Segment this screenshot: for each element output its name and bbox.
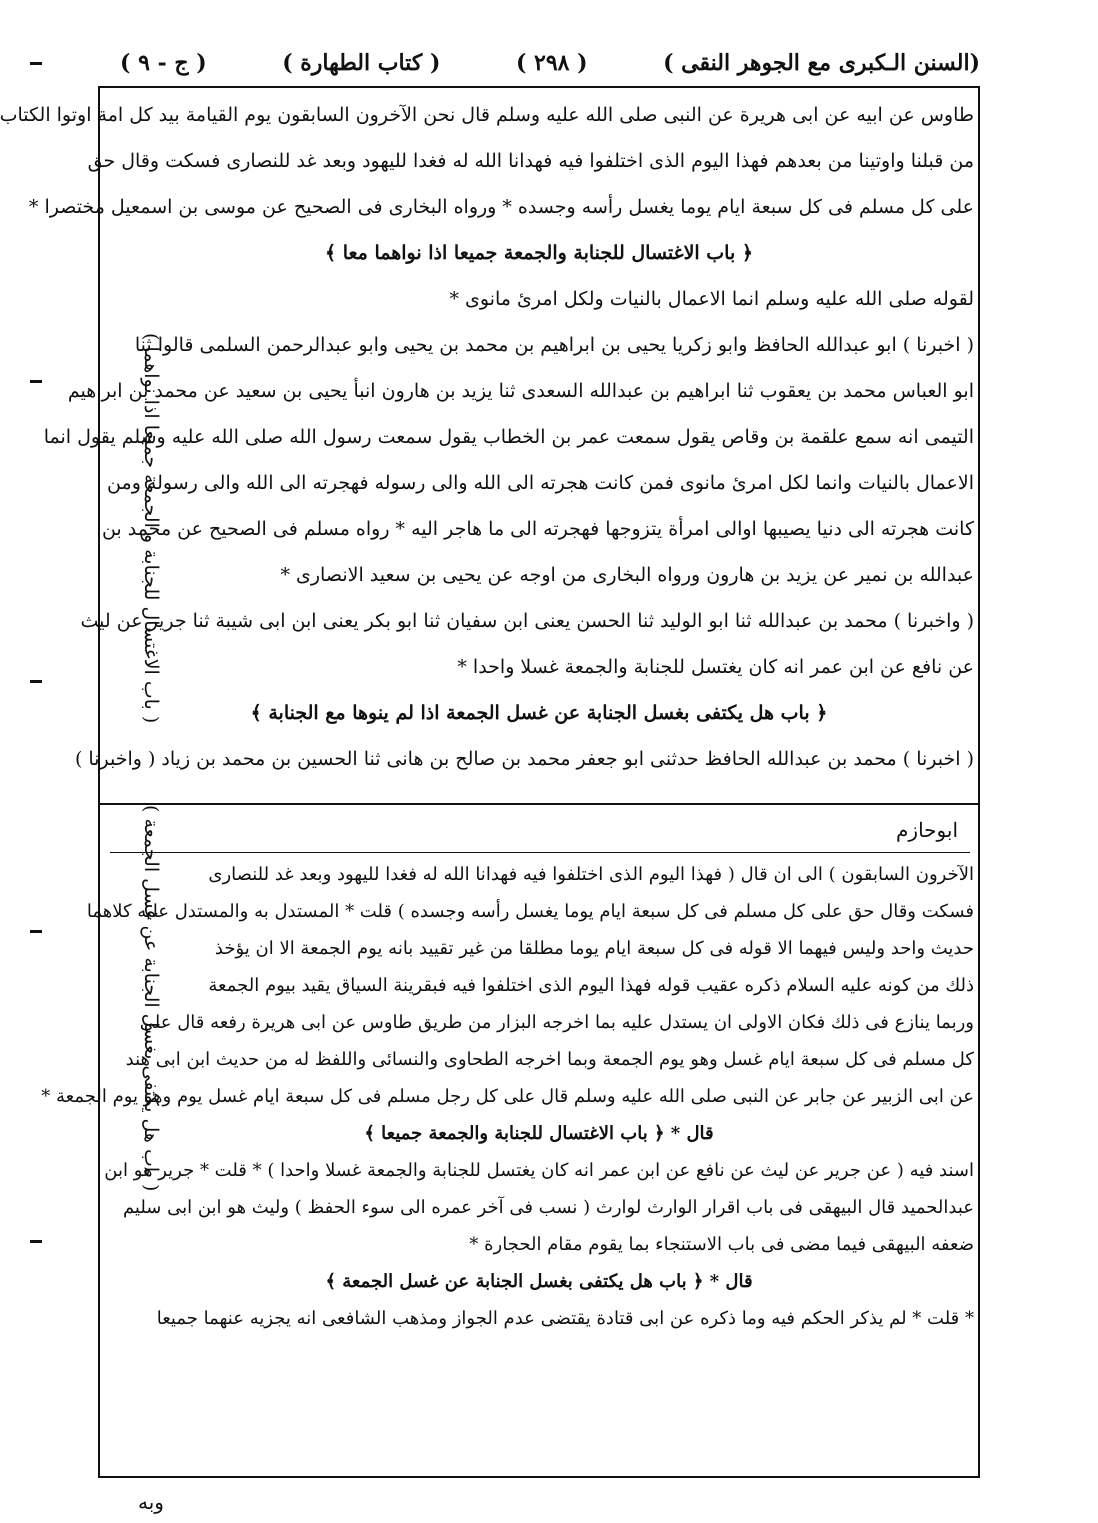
text-line: ( واخبرنا ) محمد بن عبدالله ثنا ابو الوليد ثنا الحسن يعنى ابن سفيان ثنا ابو بكر يعنى ابن ابى شيبة ثنا جرير عن ليث xyxy=(80,610,974,632)
section-divider xyxy=(98,803,980,805)
text-line: عبدالله بن نمير عن يزيد بن هارون ورواه البخارى من اوجه عن يحيى بن سعيد الانصارى * xyxy=(280,564,974,586)
commentary-line: كل مسلم فى كل سبعة ايام غسل وهو يوم الجمعة وبما اخرجه الطحاوى والنسائى واللفظ له من حديث ابن ابى هند xyxy=(125,1049,974,1070)
chapter-heading: ﴿ باب هل يكتفى بغسل الجنابة عن غسل الجمعة اذا لم ينوها مع الجنابة ﴾ xyxy=(250,702,828,724)
page-header xyxy=(120,38,980,88)
text-line: على كل مسلم فى كل سبعة ايام يوما يغسل رأسه وجسده * ورواه البخارى فى الصحيح عن موسى بن اسمعيل مختصرا * xyxy=(28,196,974,218)
commentary-line: اسند فيه ( عن جرير عن ليث عن نافع عن ابن عمر انه كان يغتسل للجنابة والجمعة غسلا واحدا ) * قلت * جرير هو ابن xyxy=(104,1160,974,1181)
commentary-heading: قال * ﴿ باب الاغتسال للجنابة والجمعة جميعا ﴾ xyxy=(364,1123,714,1144)
chapter-title: ( كتاب الطهارة ) xyxy=(282,50,441,76)
commentary-heading: قال * ﴿ باب هل يكتفى بغسل الجنابة عن غسل الجمعة ﴾ xyxy=(325,1271,753,1292)
text-line: ابو العباس محمد بن يعقوب ثنا ابراهيم بن عبدالله السعدى ثنا يزيد بن هارون انبأ يحيى بن سعيد عن محمد بن ابراهيم xyxy=(67,380,974,402)
commentary-line: ذلك من كونه عليه السلام ذكره عقيب قوله فهذا اليوم الذى اختلفوا فيه فبقرينة السياق يقيد بيوم الجمعة xyxy=(208,975,974,996)
margin-note-2: ( باب هل يكتفى بغسل الجنابة عن غسل الجمعة ) xyxy=(140,804,162,1192)
commentary-line: عبدالحميد قال البيهقى فى باب اقرار الوارث لوارث ( نسب فى آخر عمره الى سوء الحفظ ) وليث هو ابن ابى سليم xyxy=(122,1197,974,1218)
commentary-line: عن ابى الزبير عن جابر عن النبى صلى الله عليه وسلم قال على كل رجل مسلم فى كل سبعة ايام غسل يوم وهو يوم الجمعة * xyxy=(41,1086,974,1107)
footnote-label: ابوحازم xyxy=(896,818,958,842)
chapter-heading: ﴿ باب الاغتسال للجنابة والجمعة جميعا اذا نواهما معا ﴾ xyxy=(324,242,754,264)
text-line: ( اخبرنا ) ابو عبدالله الحافظ وابو زكريا يحيى بن ابراهيم بن محمد بن يحيى وابو عبدالرحمن السلمى قالوا ثنا xyxy=(134,334,974,356)
margin-tick xyxy=(30,380,42,383)
volume-number: ( ج - ٩ ) xyxy=(120,50,207,76)
commentary-line: الآخرون السابقون ) الى ان قال ( فهذا اليوم الذى اختلفوا فيه فهدانا الله له فغدا لليهود وبعد غد للنصارى xyxy=(208,864,974,885)
text-line: عن نافع عن ابن عمر انه كان يغتسل للجنابة والجمعة غسلا واحدا * xyxy=(457,656,974,678)
text-line: الاعمال بالنيات وانما لكل امرئ مانوى فمن كانت هجرته الى الله والى رسوله فهجرته الى الله والى رسوله ومن xyxy=(107,472,974,494)
margin-tick xyxy=(30,930,42,933)
commentary-line: فسكت وقال حق على كل مسلم فى كل سبعة ايام يوما يغسل رأسه وجسده ) قلت * المستدل به والمستدل عليه كلاهما xyxy=(86,901,974,922)
commentary-line: حديث واحد وليس فيهما الا قوله فى كل سبعة ايام يوما مطلقا من غير تقييد بانه يوم الجمعة الا ان يؤخذ xyxy=(214,938,974,959)
page-number: ( ٢٩٨ ) xyxy=(515,50,588,76)
text-line: لقوله صلى الله عليه وسلم انما الاعمال بالنيات ولكل امرئ مانوى * xyxy=(449,288,974,310)
commentary-text xyxy=(41,856,974,1476)
book-title: (السنن الـكبرى مع الجوهر النقى ) xyxy=(663,50,980,76)
text-line: كانت هجرته الى دنيا يصيبها اوالى امرأة يتزوجها فهجرته الى ما هاجر اليه * رواه مسلم فى الصحيح عن محمد بن xyxy=(101,518,974,540)
margin-tick xyxy=(30,1240,42,1243)
catchword: وبه xyxy=(138,1490,164,1514)
commentary-divider xyxy=(110,852,970,853)
main-text xyxy=(0,92,974,812)
text-line: التيمى انه سمع علقمة بن وقاص يقول سمعت عمر بن الخطاب يقول سمعت رسول الله صلى الله عليه وسلم يقول انما xyxy=(43,426,974,448)
commentary-line: ضعفه البيهقى فيما مضى فى باب الاستنجاء بما يقوم مقام الحجارة * xyxy=(469,1234,974,1255)
margin-tick xyxy=(30,680,42,683)
margin-tick xyxy=(30,62,42,65)
commentary-line: * قلت * لم يذكر الحكم فيه وما ذكره عن ابى قتادة يقتضى عدم الجواز ومذهب الشافعى انه يجزيه عنهما جميعا xyxy=(156,1308,974,1329)
margin-note-1: ( باب الاغتسال للجنابة و الجمعة جميعا اذا نواهما ) xyxy=(140,332,162,724)
text-line: من قبلنا واوتينا من بعدهم فهذا اليوم الذى اختلفوا فيه فهدانا الله له فغدا لليهود وبعد غد للنصارى فسكت وقال حق xyxy=(87,150,974,172)
text-line: ( اخبرنا ) محمد بن عبدالله الحافظ حدثنى ابو جعفر محمد بن صالح بن هانى ثنا الحسين بن محمد بن زياد ( واخبرنا ) xyxy=(74,748,974,770)
commentary-line: وربما ينازع فى ذلك فكان الاولى ان يستدل عليه بما اخرجه البزار من طريق طاوس عن ابى هريرة رفعه قال على xyxy=(139,1012,974,1033)
text-line: طاوس عن ابيه عن ابى هريرة عن النبى صلى الله عليه وسلم قال نحن الآخرون السابقون يوم القيامة بيد كل امة اوتوا الكتاب xyxy=(0,104,974,126)
